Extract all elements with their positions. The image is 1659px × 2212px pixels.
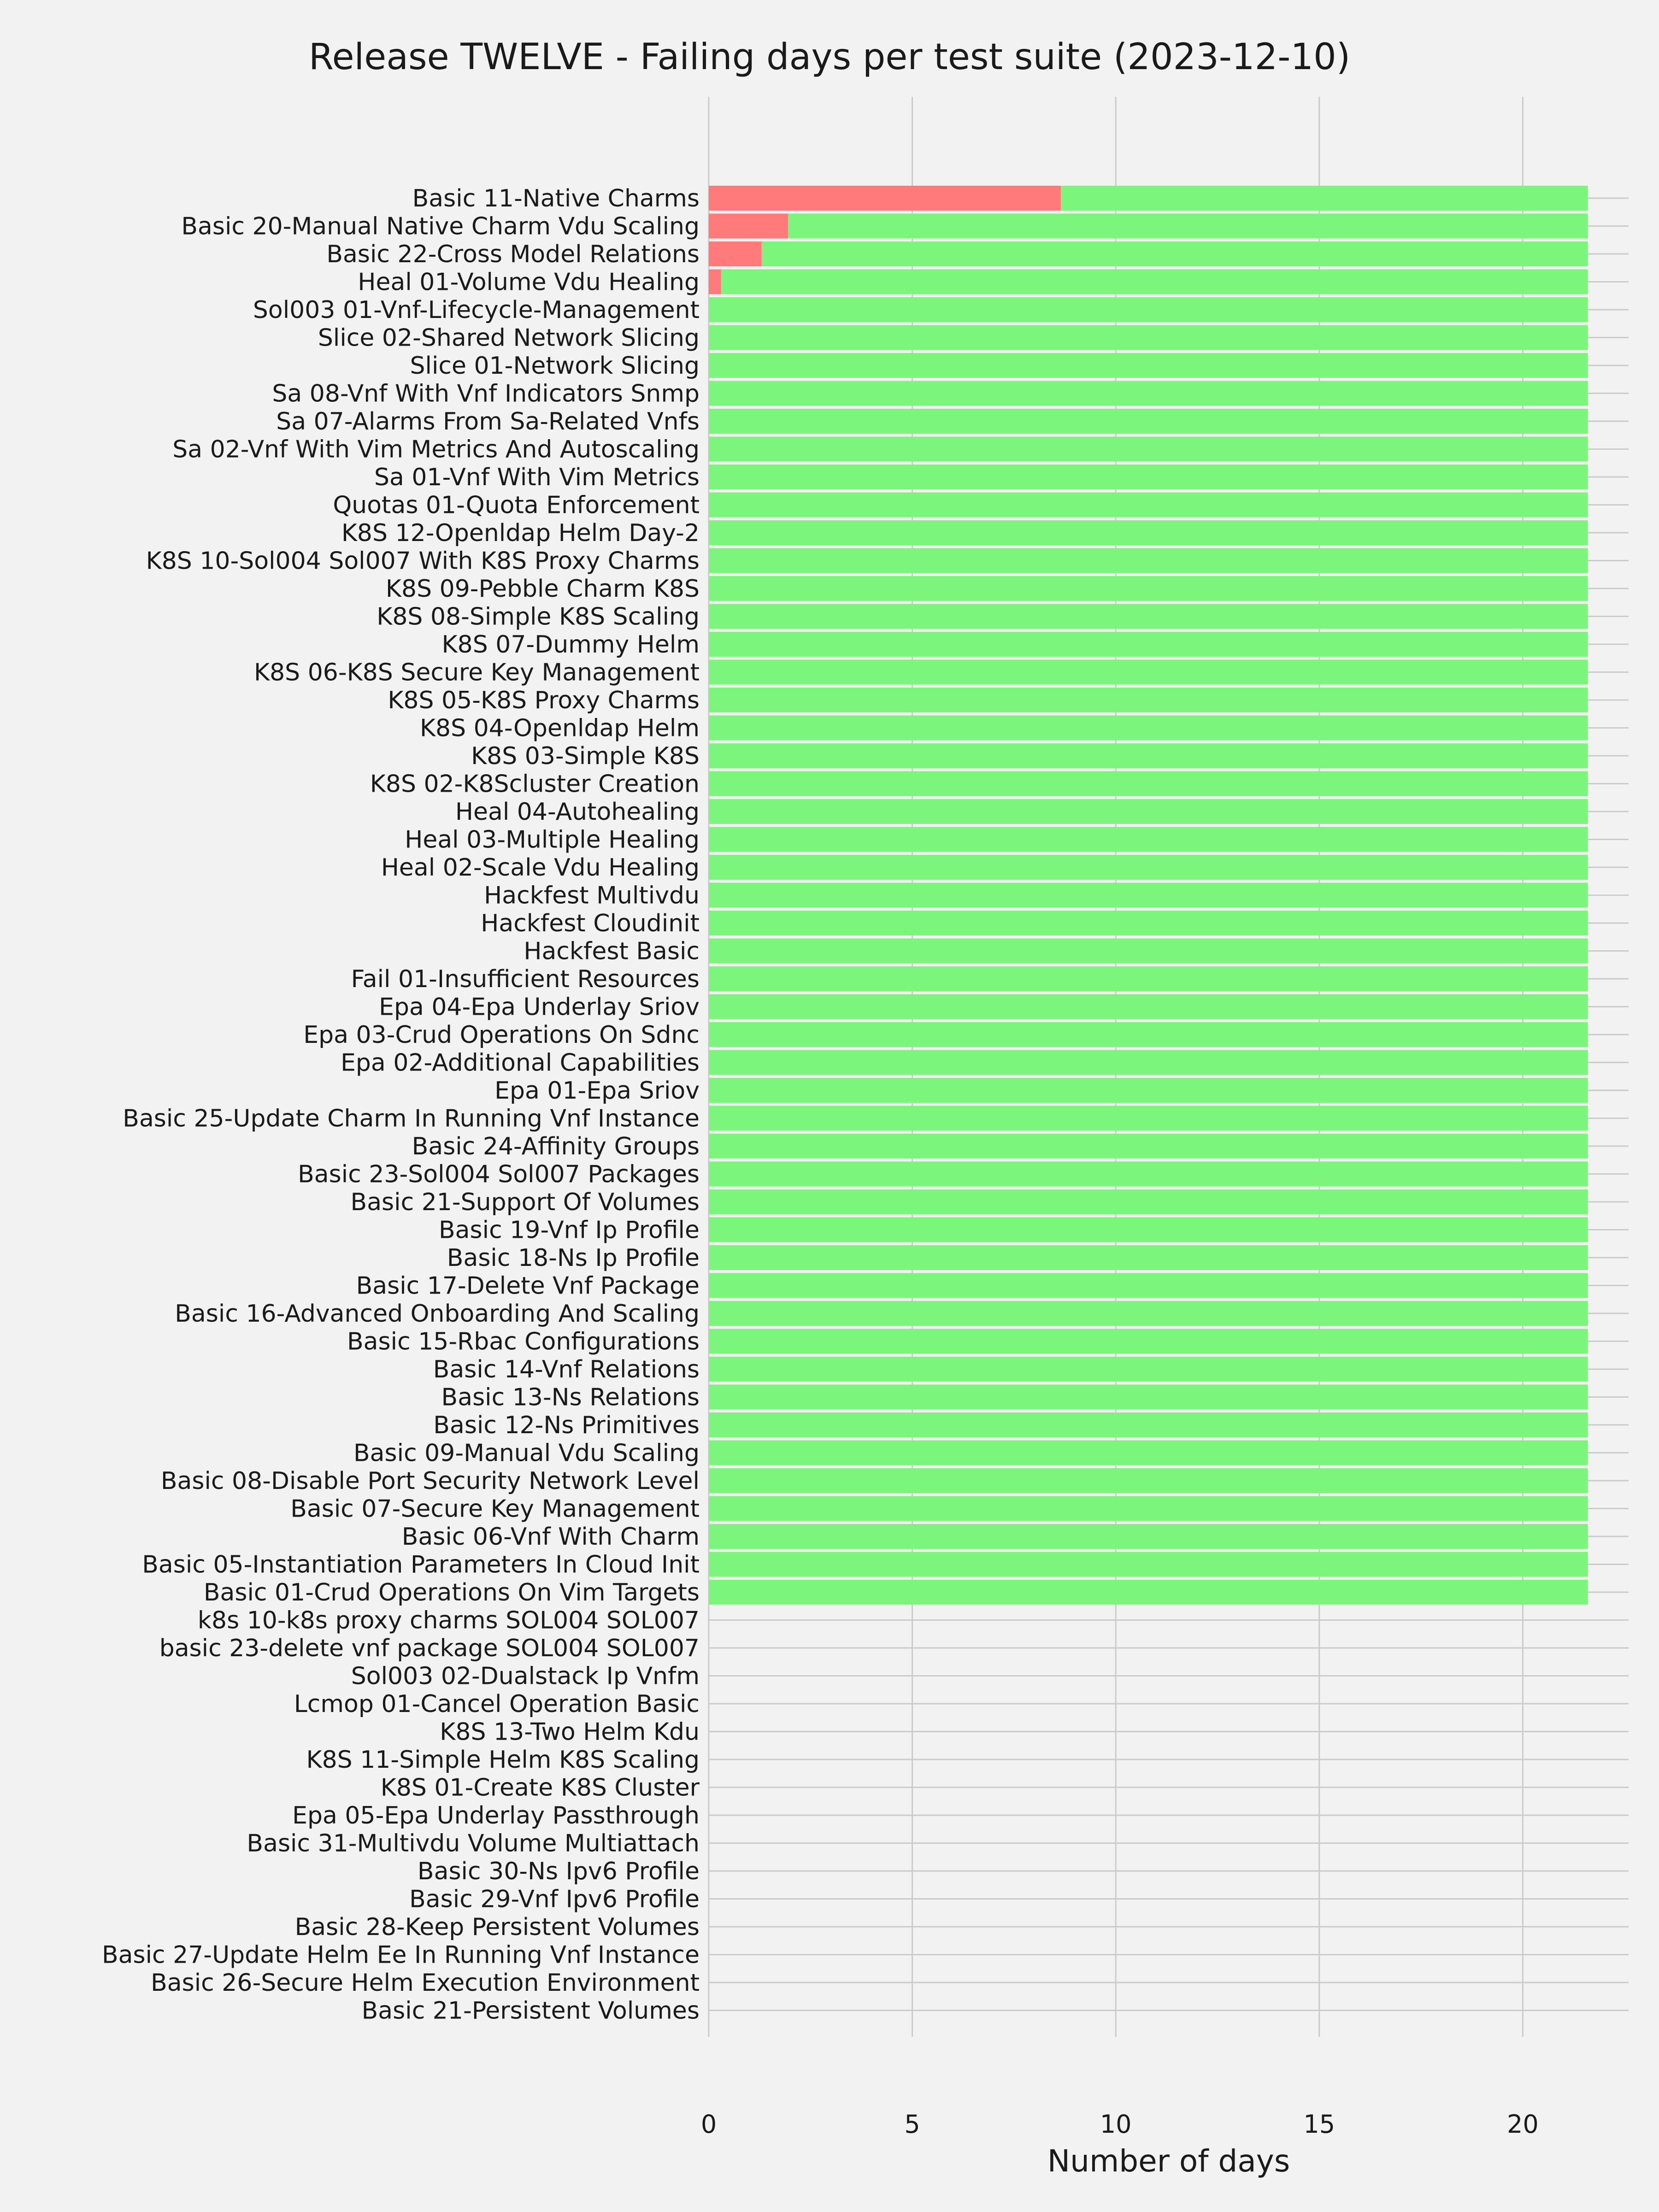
category-label: Hackfest Basic	[524, 937, 700, 965]
passing-bar	[709, 1412, 1588, 1437]
passing-bar	[709, 1301, 1588, 1326]
passing-bar	[721, 270, 1588, 294]
x-tick-label: 0	[700, 2110, 717, 2139]
category-label: Basic 08-Disable Port Security Network Level	[160, 1467, 700, 1495]
x-axis-label: Number of days	[1047, 2143, 1290, 2179]
passing-bar	[709, 1134, 1588, 1159]
passing-bar	[709, 1468, 1588, 1493]
passing-bar	[709, 1078, 1588, 1103]
category-label: K8S 01-Create K8S Cluster	[380, 1774, 700, 1802]
category-label: Basic 29-Vnf Ipv6 Profile	[409, 1885, 700, 1913]
category-label: Epa 02-Additional Capabilities	[341, 1049, 700, 1077]
category-label: Basic 15-Rbac Configurations	[347, 1328, 700, 1356]
category-label: Basic 11-Native Charms	[412, 185, 700, 212]
category-label: Basic 21-Support Of Volumes	[350, 1188, 700, 1216]
category-label: Epa 03-Crud Operations On Sdnc	[303, 1021, 700, 1049]
passing-bar	[1061, 186, 1588, 211]
passing-bar	[709, 1496, 1588, 1521]
category-label: K8S 13-Two Helm Kdu	[440, 1718, 700, 1746]
category-label: Basic 31-Multivdu Volume Multiattach	[247, 1830, 700, 1858]
x-tick-label: 15	[1303, 2110, 1335, 2139]
passing-bar	[709, 1189, 1588, 1214]
failing-bar	[709, 241, 762, 266]
passing-bar	[709, 1273, 1588, 1298]
passing-bar	[709, 1580, 1588, 1605]
passing-bar	[709, 1357, 1588, 1382]
category-label: k8s 10-k8s proxy charms SOL004 SOL007	[197, 1606, 700, 1635]
category-label: Slice 01-Network Slicing	[410, 352, 700, 380]
category-label: Hackfest Multivdu	[484, 882, 700, 910]
category-label: Basic 13-Ns Relations	[441, 1383, 700, 1412]
passing-bar	[709, 1218, 1588, 1242]
category-label: Heal 04-Autohealing	[455, 798, 700, 826]
passing-bar	[709, 1106, 1588, 1131]
category-label: K8S 05-K8S Proxy Charms	[388, 687, 700, 714]
category-label: Basic 19-Vnf Ip Profile	[438, 1216, 700, 1244]
failing-bar	[709, 214, 788, 239]
passing-bar	[709, 939, 1588, 964]
category-label: Basic 25-Update Charm In Running Vnf Instance	[123, 1105, 700, 1133]
category-label: Slice 02-Shared Network Slicing	[318, 324, 700, 352]
category-label: Epa 04-Epa Underlay Sriov	[379, 993, 700, 1021]
category-label: Sa 07-Alarms From Sa-Related Vnfs	[276, 408, 700, 435]
passing-bar	[709, 855, 1588, 880]
passing-bar	[709, 409, 1588, 434]
passing-bar	[788, 214, 1588, 239]
category-label: Basic 06-Vnf With Charm	[401, 1523, 700, 1551]
category-label: Basic 09-Manual Vdu Scaling	[353, 1439, 700, 1467]
passing-bar	[709, 1524, 1588, 1549]
passing-bar	[709, 604, 1588, 629]
passing-bar	[709, 493, 1588, 518]
category-label: Sa 02-Vnf With Vim Metrics And Autoscaling	[172, 435, 700, 464]
category-label: Lcmop 01-Cancel Operation Basic	[294, 1690, 700, 1718]
category-label: Sa 08-Vnf With Vnf Indicators Snmp	[272, 380, 700, 408]
passing-bar	[709, 994, 1588, 1019]
category-label: Basic 12-Ns Primitives	[433, 1412, 700, 1439]
category-label: Sa 01-Vnf With Vim Metrics	[374, 464, 700, 491]
passing-bar	[709, 827, 1588, 852]
category-label: Basic 20-Manual Native Charm Vdu Scaling	[181, 212, 700, 241]
passing-bar	[709, 381, 1588, 406]
passing-bar	[709, 1022, 1588, 1047]
category-label: K8S 06-K8S Secure Key Management	[253, 659, 700, 687]
x-tick-label: 5	[904, 2110, 920, 2139]
passing-bar	[709, 799, 1588, 824]
passing-bar	[709, 437, 1588, 462]
category-label: Epa 05-Epa Underlay Passthrough	[292, 1802, 700, 1830]
passing-bar	[709, 1245, 1588, 1270]
category-label: Heal 03-Multiple Healing	[405, 826, 700, 854]
passing-bar	[709, 883, 1588, 908]
category-label: K8S 10-Sol004 Sol007 With K8S Proxy Charms	[146, 547, 700, 575]
category-label: Basic 24-Affinity Groups	[412, 1133, 700, 1160]
passing-bar	[709, 1385, 1588, 1410]
category-label: K8S 04-Openldap Helm	[419, 714, 700, 742]
passing-bar	[709, 743, 1588, 768]
x-tick-label: 10	[1100, 2110, 1132, 2139]
chart-title: Release TWELVE - Failing days per test suite (2023-12-10)	[308, 36, 1351, 78]
passing-bar	[709, 911, 1588, 935]
passing-bar	[709, 660, 1588, 685]
category-label: K8S 07-Dummy Helm	[441, 631, 700, 659]
bars	[709, 186, 1588, 1605]
category-label: Basic 22-Cross Model Relations	[326, 241, 700, 268]
category-label: Basic 18-Ns Ip Profile	[447, 1244, 700, 1272]
category-label: basic 23-delete vnf package SOL004 SOL007	[159, 1635, 700, 1662]
category-label: Heal 01-Volume Vdu Healing	[358, 268, 700, 296]
passing-bar	[709, 688, 1588, 712]
category-label: Sol003 02-Dualstack Ip Vnfm	[351, 1662, 700, 1690]
category-label: Basic 16-Advanced Onboarding And Scaling	[175, 1300, 700, 1328]
passing-bar	[709, 1050, 1588, 1075]
category-label: Basic 05-Instantiation Parameters In Cloud Init	[142, 1551, 700, 1579]
passing-bar	[709, 632, 1588, 657]
passing-bar	[709, 1552, 1588, 1577]
category-label: K8S 03-Simple K8S	[471, 742, 700, 770]
category-label: Epa 01-Epa Sriov	[494, 1077, 700, 1105]
category-label: Basic 27-Update Helm Ee In Running Vnf Instance	[101, 1941, 700, 1969]
passing-bar	[709, 716, 1588, 741]
passing-bar	[709, 771, 1588, 796]
category-label: K8S 08-Simple K8S Scaling	[377, 603, 700, 631]
passing-bar	[709, 1162, 1588, 1187]
passing-bar	[709, 520, 1588, 545]
category-label: Hackfest Cloudinit	[481, 910, 700, 937]
category-label: Sol003 01-Vnf-Lifecycle-Management	[253, 296, 700, 324]
passing-bar	[762, 241, 1588, 266]
category-label: K8S 12-Openldap Helm Day-2	[341, 519, 700, 547]
passing-bar	[709, 576, 1588, 601]
category-label: K8S 02-K8Scluster Creation	[370, 770, 700, 798]
category-label: K8S 09-Pebble Charm K8S	[385, 575, 700, 603]
passing-bar	[709, 297, 1588, 322]
category-label: Quotas 01-Quota Enforcement	[333, 491, 700, 519]
category-label: Fail 01-Insufficient Resources	[351, 965, 700, 993]
failing-bar	[709, 186, 1061, 211]
category-label: Basic 28-Keep Persistent Volumes	[294, 1913, 700, 1941]
passing-bar	[709, 1441, 1588, 1465]
passing-bar	[709, 548, 1588, 573]
category-label: Basic 14-Vnf Relations	[433, 1356, 700, 1383]
passing-bar	[709, 353, 1588, 378]
x-tick-label: 20	[1507, 2110, 1539, 2139]
passing-bar	[709, 1329, 1588, 1354]
category-label: Basic 01-Crud Operations On Vim Targets	[203, 1579, 700, 1606]
category-label: Basic 17-Delete Vnf Package	[356, 1272, 700, 1300]
passing-bar	[709, 465, 1588, 489]
category-label: Basic 07-Secure Key Management	[290, 1495, 700, 1523]
passing-bar	[709, 966, 1588, 991]
category-label: Heal 02-Scale Vdu Healing	[381, 854, 700, 882]
category-label: Basic 30-Ns Ipv6 Profile	[417, 1858, 700, 1885]
category-label: K8S 11-Simple Helm K8S Scaling	[306, 1746, 700, 1774]
category-label: Basic 23-Sol004 Sol007 Packages	[298, 1160, 700, 1188]
category-label: Basic 21-Persistent Volumes	[361, 1997, 700, 2025]
failing-bar	[709, 270, 721, 294]
category-label: Basic 26-Secure Helm Execution Environment	[151, 1969, 700, 1997]
passing-bar	[709, 325, 1588, 350]
